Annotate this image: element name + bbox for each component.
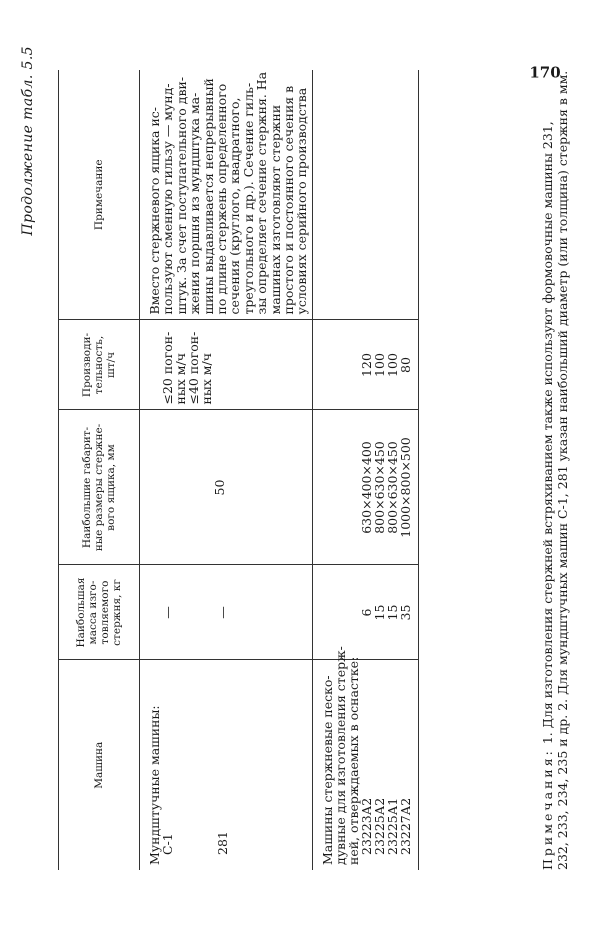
cell-machine: Машины стержневые песко- дувные для изготовления стерж- ней, отверждаемых в оснастке: 23223А2 23225А2 23225А1 23227А2 [312,660,418,870]
cell-mass: 6 15 15 35 [312,565,418,660]
cell-note [312,70,418,320]
table-row-mouthpiece-machines [140,70,313,870]
cell-productivity: 120 100 100 80 [312,320,418,410]
table-row-sand-blowing-machines [312,70,418,870]
cell-productivity: ≤20 погон- ных м/ч ≤40 погон- ных м/ч [140,320,313,410]
continuation-title: Продолжение табл. 5.5 [20,46,36,236]
table-notes [540,50,570,870]
cell-machine: Мундштучные машины: С-1 281 [140,660,313,870]
header-productivity: Производи- тельность, шт/ч [59,320,140,410]
header-max-mass: Наибольшая масса изго- товляемого стержня, кг [59,565,140,660]
notes-text-1: 1. Для изготовления стержней встряхиванием также используют формовочные машины 231, [540,121,555,745]
table-header-row [59,70,140,870]
notes-line-1 [540,50,555,870]
page-number: 170 [529,63,561,82]
cell-box: 630×400×400 800×630×450 800×630×450 1000×800×500 [312,410,418,565]
cell-note: Вместо стержневого ящика ис- пользуют сменную гильзу — мунд- штук. За счет поступательного дви- жения поршня из мундштука ма- шины выдавливается непрерывный по длине стержень определенного сечения (круглого, квадратного, треугольного и др.). Сечение гиль- зы определяет сечение стержня. На машинах изготовляют стержни простого и постоянного сечения в условиях серийного производства [140,70,313,320]
cell-mass: — — [140,565,313,660]
machines-table [58,70,419,870]
cell-box: 50 [140,410,313,565]
header-max-box-size: Наибольшие габарит- ные размеры стержне- вого ящика, мм [59,410,140,565]
notes-line-2: 232, 233, 234, 235 и др. 2. Для мундштучных машин С-1, 281 указан наибольший диаметр (или толщина) стержня в мм. [555,70,570,870]
header-note: Примечание [59,70,140,320]
header-machine: Машина [59,660,140,870]
notes-label: Примечания: [540,748,555,870]
